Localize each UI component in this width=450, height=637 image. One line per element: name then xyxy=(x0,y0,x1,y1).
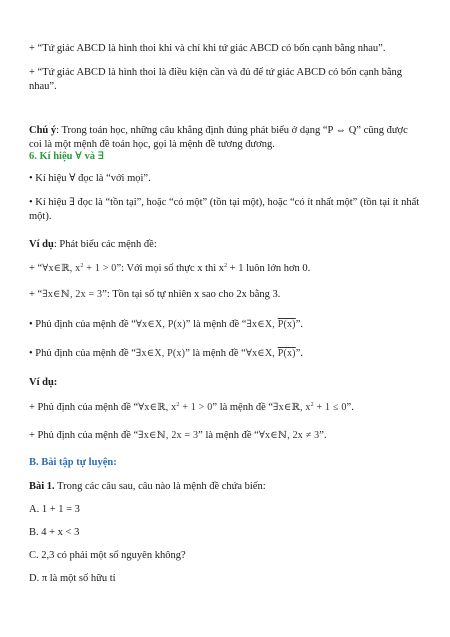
quote-close: ”. xyxy=(295,348,304,359)
rule-text: ” là mệnh đề “ xyxy=(185,319,247,330)
rule-text: • Phủ định của mệnh đề “ xyxy=(29,348,136,359)
quote-open: + “ xyxy=(29,289,43,300)
formula-forall-not-p xyxy=(246,348,296,359)
exercise-1-question xyxy=(29,480,421,494)
option-d: D. π là một số hữu tỉ xyxy=(29,573,116,584)
exponent: 2 xyxy=(80,263,84,269)
negation-example-2 xyxy=(29,429,421,443)
formula-1 xyxy=(138,402,212,413)
statement-text: + 1 luôn lớn hơn 0. xyxy=(227,263,311,274)
exponent: 2 xyxy=(310,402,314,408)
note-paragraph xyxy=(29,124,421,151)
example-intro: : Phát biểu các mệnh đề: xyxy=(53,239,157,250)
exponent: 2 xyxy=(224,263,228,269)
exercise-text: Trong các câu sau, câu nào là mệnh đề chứa biến: xyxy=(54,481,266,492)
formula-part: + 1 > 0 xyxy=(179,402,213,413)
rule-text: + Phủ định của mệnh đề “ xyxy=(29,402,139,413)
rule-text: • Phủ định của mệnh đề “ xyxy=(29,319,136,330)
negation-example-1 xyxy=(29,401,421,415)
quote-close: ”. xyxy=(346,402,354,413)
rule-text: ” là mệnh đề “ xyxy=(198,430,259,441)
exponent: 2 xyxy=(176,402,180,408)
note-text: : Trong toán học, những câu khẳng định đúng phát biểu ở dạng “P ⇔ Q” cũng được coi là một mệnh đề toán học, gọi là mệnh đề tương đương. xyxy=(29,125,408,150)
formula-2: ∀x∈ℕ, 2x ≠ 3 xyxy=(258,430,320,441)
exercise-label: Bài 1. xyxy=(29,481,55,492)
example-forall-statement xyxy=(29,262,421,276)
formula-2 xyxy=(273,402,346,413)
example-2-heading xyxy=(29,376,421,390)
section-6-heading: 6. Kí hiệu ∀ và ∃ xyxy=(29,151,105,162)
section-b-heading: B. Bài tập tự luyện: xyxy=(29,457,117,468)
quote-close: ”. xyxy=(319,430,327,441)
option-b: B. 4 + x < 3 xyxy=(29,527,80,538)
option-a: A. 1 + 1 = 3 xyxy=(29,504,80,515)
formula-forall xyxy=(42,263,116,274)
negation-rule-exists xyxy=(29,347,421,361)
rule-text: + Phủ định của mệnh đề “ xyxy=(29,430,139,441)
formula-part: + 1 > 0 xyxy=(83,263,117,274)
formula-part: ∃x∈X, xyxy=(246,319,278,330)
note-label: Chú ý xyxy=(29,125,57,136)
bullet-exists: • Kí hiệu ∃ đọc là “tồn tại”, hoặc “có một” (tồn tại một), hoặc “có ít nhất một” (tồn tại ít nhất một). xyxy=(29,197,420,222)
negated-predicate: P(x) xyxy=(277,319,296,330)
formula-part: ∃x∈ℝ, x xyxy=(273,402,311,413)
formula-part: ∀x∈ℝ, x xyxy=(138,402,177,413)
example-label: Ví dụ xyxy=(29,239,54,250)
formula-part: ∀x∈X, xyxy=(245,348,278,359)
bullet-forall: • Kí hiệu ∀ đọc là “với mọi”. xyxy=(29,173,151,184)
statement-text: ”: Với mọi số thực x thì x xyxy=(116,263,225,274)
quote-close: ”. xyxy=(295,319,304,330)
example-1-heading xyxy=(29,238,421,252)
formula-exists-p: ∃x∈X, P(x) xyxy=(135,348,186,359)
example-exists-statement xyxy=(29,288,421,302)
statement-text: ”: Tồn tại số tự nhiên x sao cho 2x bằng 3. xyxy=(102,289,281,300)
formula-forall-p: ∀x∈X, P(x) xyxy=(135,319,186,330)
formula-part: ∀x∈ℝ, x xyxy=(42,263,81,274)
rule-text: ” là mệnh đề “ xyxy=(212,402,274,413)
formula-1: ∃x∈ℕ, 2x = 3 xyxy=(138,430,199,441)
quote-open: + “ xyxy=(29,263,43,274)
equivalence-example-2: + “Tứ giác ABCD là hình thoi là điều kiện cần và đủ để tứ giác ABCD có bốn cạnh bằng nhau”. xyxy=(29,67,403,92)
formula-exists: ∃x∈ℕ, 2x = 3 xyxy=(42,289,103,300)
equivalence-example-1: + “Tứ giác ABCD là hình thoi khi và chỉ khi tứ giác ABCD có bốn cạnh bằng nhau”. xyxy=(29,43,386,54)
formula-exists-not-p xyxy=(246,319,295,330)
example-label: Ví dụ: xyxy=(29,377,58,388)
negation-rule-forall xyxy=(29,318,421,332)
option-c: C. 2,3 có phải một số nguyên không? xyxy=(29,550,186,561)
rule-text: ” là mệnh đề “ xyxy=(185,348,246,359)
negated-predicate: P(x) xyxy=(277,348,296,359)
formula-part: + 1 ≤ 0 xyxy=(313,402,347,413)
